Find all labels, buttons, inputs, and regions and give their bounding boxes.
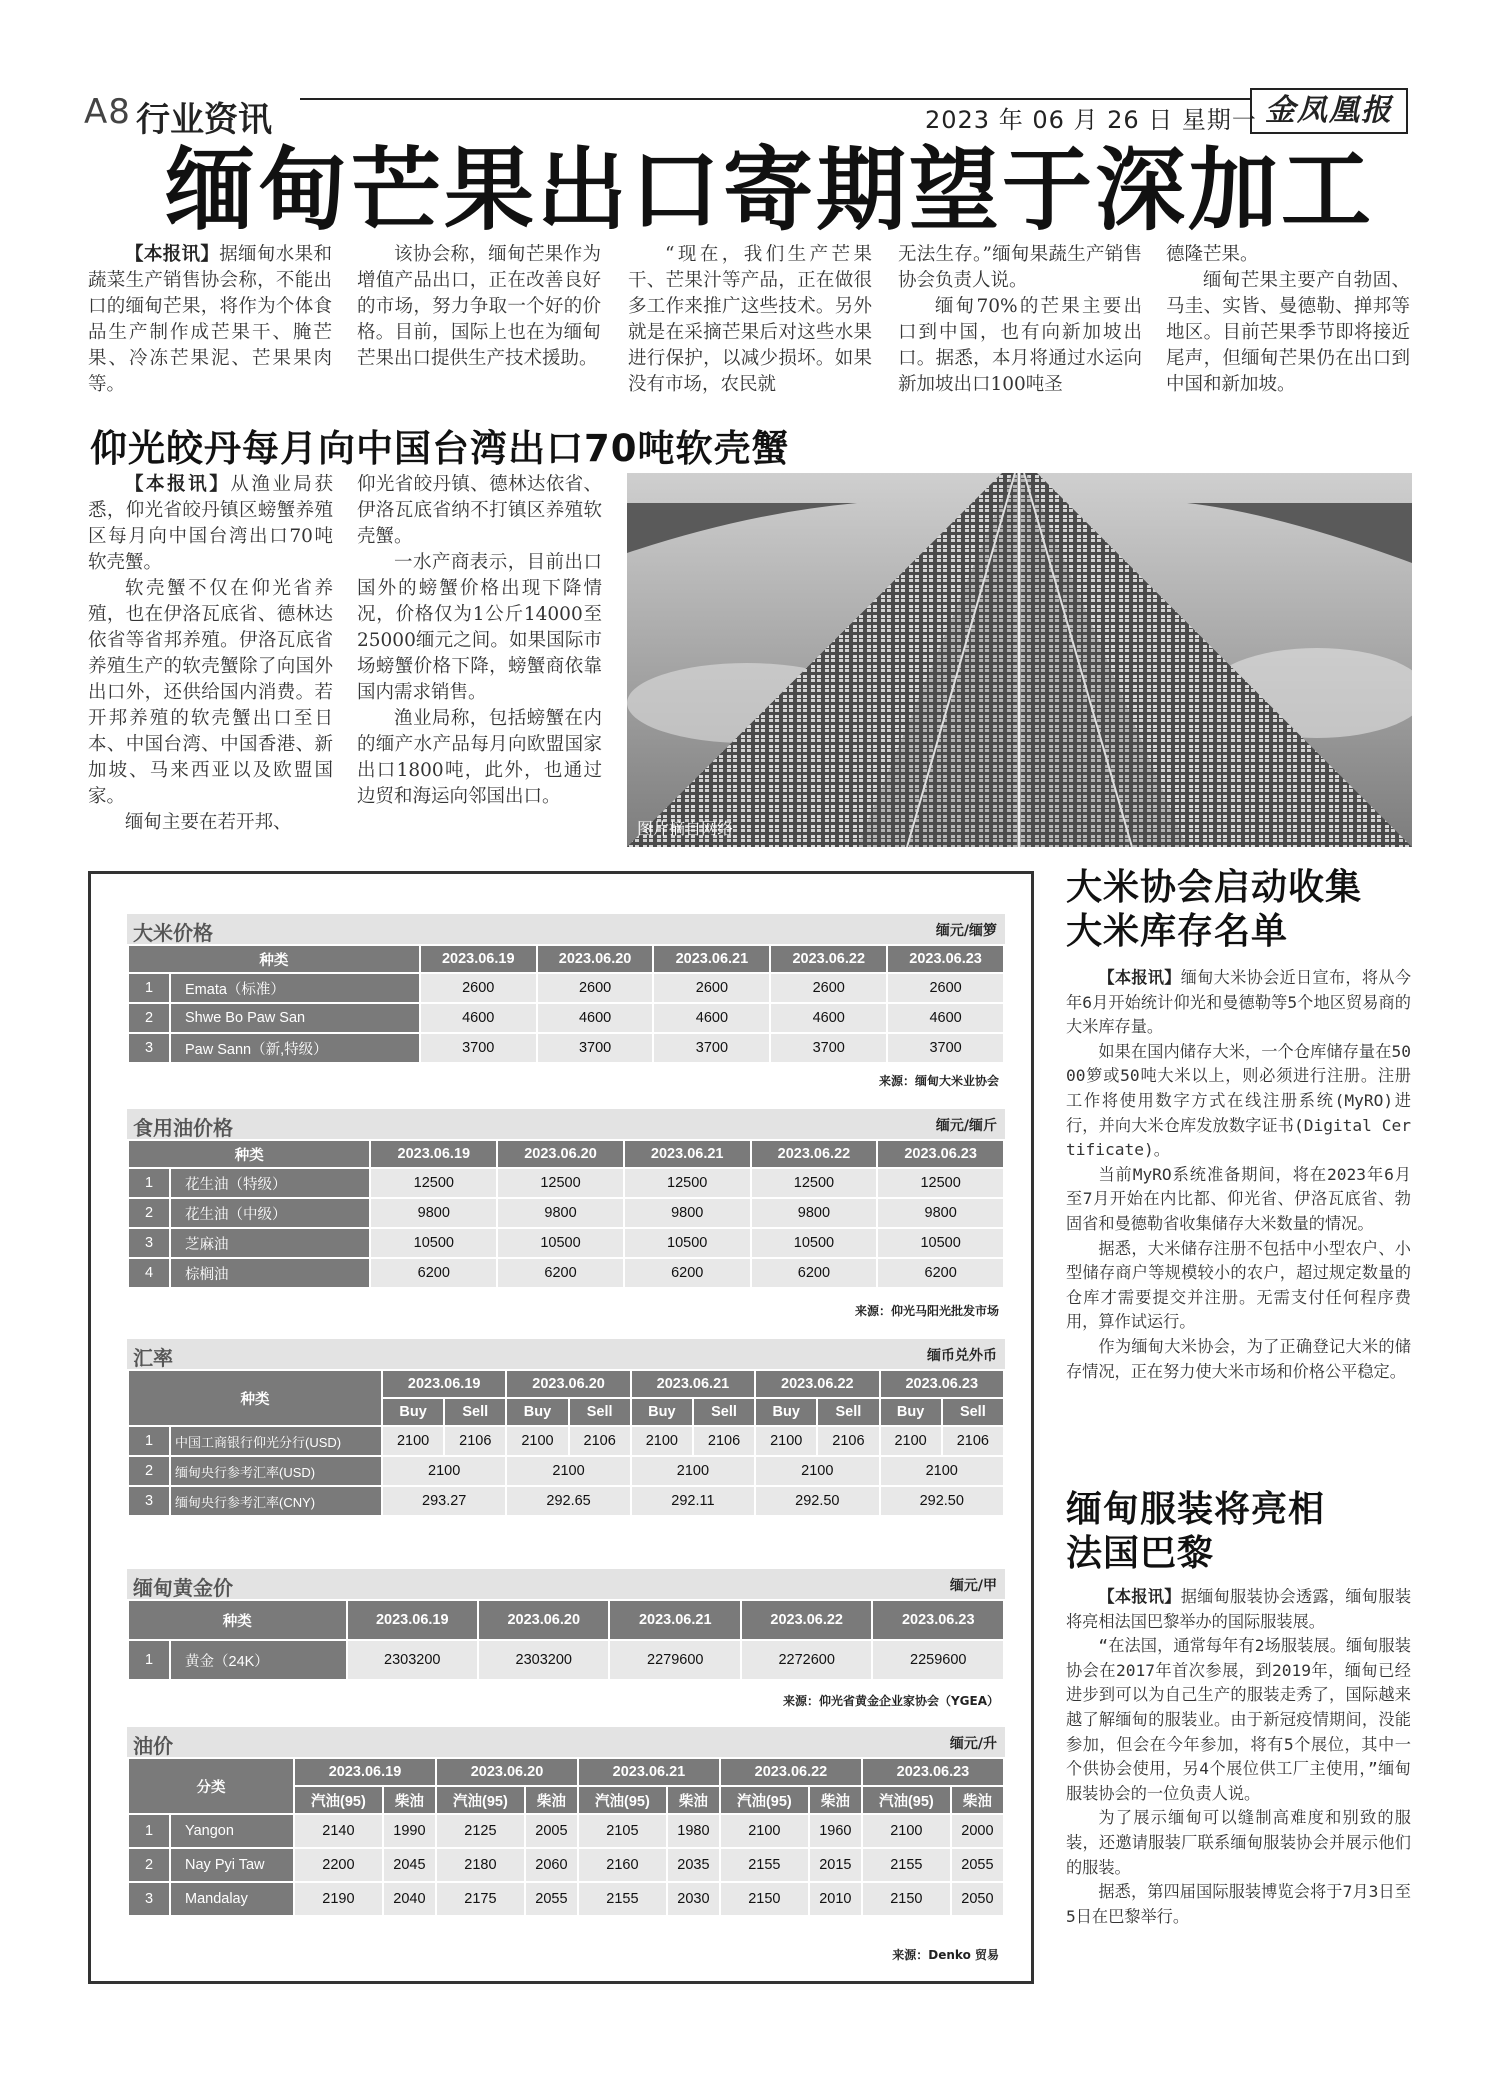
table-cell: 2600 (654, 974, 769, 1002)
table-cell: 2303200 (479, 1641, 608, 1679)
article4-body (1066, 1585, 1411, 1929)
market-price-panel (88, 871, 1034, 1984)
garment-headline (1066, 1488, 1325, 1576)
column-header: 2023.06.21 (579, 1759, 719, 1785)
rice-association-headline (1066, 866, 1362, 954)
article3-text-5: 作为缅甸大米协会，为了正确登记大米的储存情况，正在努力使大米市场和价格公平稳定。 (1066, 1336, 1411, 1381)
column-subheader: 汽油(95) (863, 1787, 950, 1813)
row-label: 花生油（中级） (171, 1199, 369, 1227)
row-label: 缅甸央行参考汇率(USD) (171, 1457, 381, 1485)
table-cell: 2600 (538, 974, 653, 1002)
column-subheader: 柴油 (810, 1787, 861, 1813)
news-tag: 【本报讯】 (125, 474, 231, 495)
table-row (129, 1487, 1003, 1515)
article1-text-3: “现在，我们生产芒果干、芒果汁等产品，正在做很多工作来推广这些技术。另外就是在采摘芒果后对这些水果进行保护，以减少损坏。如果没有市场，农民就 (628, 244, 872, 395)
oil-table-header (127, 1109, 1005, 1139)
column-header: 2023.06.20 (538, 946, 653, 972)
column-header: 2023.06.23 (881, 1371, 1004, 1397)
row-number: 3 (129, 1883, 169, 1915)
table-cell: 10500 (878, 1229, 1003, 1257)
column-subheader: Buy (507, 1399, 567, 1425)
table-cell: 6200 (625, 1259, 750, 1287)
table-cell: 2040 (384, 1883, 435, 1915)
column-header: 分类 (129, 1759, 293, 1813)
table-cell: 10500 (625, 1229, 750, 1257)
table-cell: 9800 (752, 1199, 877, 1227)
table-cell: 2000 (952, 1815, 1003, 1847)
column-header: 2023.06.19 (383, 1371, 505, 1397)
row-number: 1 (129, 1641, 169, 1679)
column-subheader: 汽油(95) (721, 1787, 808, 1813)
table-cell: 2055 (952, 1849, 1003, 1881)
row-number: 1 (129, 1427, 169, 1455)
article1-text-4b: 缅甸70%的芒果主要出口到中国，也有向新加坡出口。据悉，本月将通过水运向新加坡出口100吨圣 (898, 296, 1142, 395)
page-number: A8 (84, 92, 131, 132)
table-cell: 1990 (384, 1815, 435, 1847)
column-subheader: Sell (445, 1399, 505, 1425)
table-cell: 2272600 (742, 1641, 871, 1679)
table-cell: 2140 (295, 1815, 382, 1847)
column-header: 2023.06.20 (498, 1141, 623, 1167)
table-row (129, 1457, 1003, 1485)
gold-source: 来源：仰光省黄金企业家协会（YGEA） (782, 1694, 999, 1708)
news-tag: 【本报讯】 (1098, 968, 1181, 987)
article3-text-3: 当前MyRO系统准备期间，将在2023年6月至7月开始在内比都、仰光省、伊洛瓦底省、勃固省和曼德勒省收集储存大米数量的情况。 (1066, 1164, 1411, 1233)
table-row (129, 1641, 1003, 1679)
table-header-row (129, 1759, 1003, 1785)
table-cell: 2600 (888, 974, 1003, 1002)
table-cell: 2200 (295, 1849, 382, 1881)
article1-column-4 (898, 242, 1142, 398)
article2-text-4: 仰光省皎丹镇、德林达依省、伊洛瓦底省纳不打镇区养殖软壳蟹。 (357, 474, 602, 547)
table-row (129, 1199, 1003, 1227)
table-cell: 6200 (752, 1259, 877, 1287)
table-cell: 10500 (752, 1229, 877, 1257)
table-cell: 2150 (721, 1883, 808, 1915)
article4-text-4: 据悉，第四届国际服装博览会将于7月3日至5日在巴黎举行。 (1066, 1882, 1411, 1926)
table-cell: 1960 (810, 1815, 861, 1847)
column-header: 2023.06.20 (437, 1759, 577, 1785)
table-cell: 9800 (878, 1199, 1003, 1227)
table-row (129, 1259, 1003, 1287)
row-number: 1 (129, 1169, 169, 1197)
article2-text-3: 缅甸主要在若开邦、 (125, 812, 292, 833)
table-row (129, 1883, 1003, 1915)
table-cell: 2035 (668, 1849, 719, 1881)
column-subheader: 柴油 (526, 1787, 577, 1813)
column-header: 2023.06.22 (742, 1601, 871, 1639)
table-cell: 2060 (526, 1849, 577, 1881)
headline-line-2: 法国巴黎 (1066, 1533, 1215, 1574)
article1-column-5 (1166, 242, 1410, 398)
table-header-row (129, 1601, 1003, 1639)
table-cell: 2106 (694, 1427, 754, 1455)
column-header: 2023.06.19 (421, 946, 536, 972)
row-number: 1 (129, 974, 169, 1002)
table-cell: 292.50 (756, 1487, 878, 1515)
gold-price-table (127, 1599, 1005, 1681)
column-subheader: 汽油(95) (579, 1787, 666, 1813)
article1-text-5: 德隆芒果。 (1166, 244, 1259, 265)
column-subheader: Sell (570, 1399, 630, 1425)
row-label: 缅甸央行参考汇率(CNY) (171, 1487, 381, 1515)
table-header-row (129, 1141, 1003, 1167)
row-label: Yangon (171, 1815, 293, 1847)
column-header: 2023.06.22 (771, 946, 886, 972)
table-row (129, 974, 1003, 1002)
column-subheader: Buy (881, 1399, 941, 1425)
article2-column-2 (357, 472, 602, 810)
column-header: 2023.06.22 (752, 1141, 877, 1167)
column-subheader: 柴油 (384, 1787, 435, 1813)
column-header: 2023.06.23 (873, 1601, 1003, 1639)
table-row (129, 1427, 1003, 1455)
article2-column-1 (88, 472, 333, 836)
row-number: 3 (129, 1034, 169, 1062)
column-header: 2023.06.21 (632, 1371, 754, 1397)
table-cell: 2125 (437, 1815, 524, 1847)
table-cell: 10500 (371, 1229, 496, 1257)
column-subheader: Sell (818, 1399, 878, 1425)
article1-text-1: 据缅甸水果和蔬菜生产销售协会称，不能出口的缅甸芒果，将作为个体食品生产制作成芒果干、腌芒果、冷冻芒果泥、芒果果肉等。 (88, 244, 332, 395)
column-subheader: Buy (756, 1399, 816, 1425)
column-header: 2023.06.19 (295, 1759, 435, 1785)
table-cell: 4600 (421, 1004, 536, 1032)
column-header: 2023.06.23 (878, 1141, 1003, 1167)
column-header: 2023.06.23 (863, 1759, 1003, 1785)
table-cell: 3700 (421, 1034, 536, 1062)
oil-price-table (127, 1139, 1005, 1289)
table-cell: 9800 (371, 1199, 496, 1227)
column-subheader: Sell (943, 1399, 1003, 1425)
article3-body (1066, 966, 1411, 1384)
table-cell: 3700 (538, 1034, 653, 1062)
column-header: 2023.06.19 (348, 1601, 477, 1639)
row-label: Paw Sann（新,特级） (171, 1034, 419, 1062)
table-cell: 3700 (654, 1034, 769, 1062)
table-cell: 2155 (863, 1849, 950, 1881)
headline-line-1: 大米协会启动收集 (1066, 867, 1363, 908)
column-header: 2023.06.20 (479, 1601, 608, 1639)
table-cell: 2100 (507, 1427, 567, 1455)
section-name: 行业资讯 (136, 100, 272, 140)
table-cell: 4600 (538, 1004, 653, 1032)
table-cell: 2100 (632, 1457, 754, 1485)
row-number: 1 (129, 1815, 169, 1847)
column-subheader: 柴油 (952, 1787, 1003, 1813)
rice-table-unit: 缅元/缅箩 (935, 923, 997, 939)
row-label: 黄金（24K） (171, 1641, 346, 1679)
rice-price-table (127, 944, 1005, 1064)
article2-text-1: 从渔业局获悉，仰光省皎丹镇区螃蟹养殖区每月向中国台湾出口70吨软壳蟹。 (88, 474, 333, 573)
table-cell: 12500 (625, 1169, 750, 1197)
column-subheader: Sell (694, 1399, 754, 1425)
table-cell: 2259600 (873, 1641, 1003, 1679)
table-cell: 3700 (771, 1034, 886, 1062)
table-cell: 2055 (526, 1883, 577, 1915)
news-tag: 【本报讯】 (125, 244, 220, 265)
article1-text-2: 该协会称，缅甸芒果作为增值产品出口，正在改善良好的市场，努力争取一个好的价格。目前，国际上也在为缅甸芒果出口提供生产技术援助。 (357, 244, 601, 369)
crab-farm-image (627, 473, 1412, 847)
rice-table-header (127, 914, 1005, 944)
column-subheader: 汽油(95) (295, 1787, 382, 1813)
column-header: 2023.06.21 (610, 1601, 739, 1639)
photo-credit: 图片摘自网络 (637, 819, 734, 838)
fuel-table-header (127, 1727, 1005, 1757)
table-cell: 2100 (383, 1457, 505, 1485)
table-cell: 2010 (810, 1883, 861, 1915)
gold-table-unit: 缅元/甲 (949, 1578, 997, 1594)
row-label: 棕榈油 (171, 1259, 369, 1287)
table-cell: 2600 (771, 974, 886, 1002)
article3-text-4: 据悉，大米储存注册不包括中小型农户、小型储存商户等规模较小的农户，超过规定数量的仓库才需要提交并注册。无需支付任何程序费用，算作试运行。 (1066, 1238, 1411, 1332)
table-cell: 2155 (579, 1883, 666, 1915)
table-header-row (129, 1371, 1003, 1397)
column-header: 2023.06.23 (888, 946, 1003, 972)
fuel-price-table (127, 1757, 1005, 1917)
table-header-row (129, 946, 1003, 972)
article2-text-5: 一水产商表示，目前出口国外的螃蟹价格出现下降情况，价格仅为1公斤14000至25000缅元之间。如果国际市场螃蟹价格下降，螃蟹商依靠国内需求销售。 (357, 552, 602, 703)
table-cell: 6200 (498, 1259, 623, 1287)
table-row (129, 1169, 1003, 1197)
table-cell: 2100 (881, 1457, 1004, 1485)
table-cell: 2100 (632, 1427, 692, 1455)
column-header: 2023.06.22 (721, 1759, 861, 1785)
column-header: 2023.06.20 (507, 1371, 629, 1397)
table-cell: 2100 (881, 1427, 941, 1455)
row-number: 2 (129, 1004, 169, 1032)
issue-date: 2023 年 06 月 26 日 星期一 (925, 106, 1257, 134)
table-cell: 3700 (888, 1034, 1003, 1062)
table-cell: 292.11 (632, 1487, 754, 1515)
row-number: 3 (129, 1229, 169, 1257)
crab-farm-photo (627, 473, 1412, 847)
crab-headline: 仰光皎丹每月向中国台湾出口70吨软壳蟹 (90, 427, 790, 470)
rice-source: 来源：缅甸大米业协会 (878, 1074, 999, 1088)
rice-table-title: 大米价格 (133, 921, 213, 945)
table-cell: 2050 (952, 1883, 1003, 1915)
table-cell: 2303200 (348, 1641, 477, 1679)
table-cell: 1980 (668, 1815, 719, 1847)
oil-table-unit: 缅元/缅斤 (935, 1118, 997, 1134)
table-cell: 9800 (498, 1199, 623, 1227)
table-cell: 2015 (810, 1849, 861, 1881)
row-label: Mandalay (171, 1883, 293, 1915)
table-cell: 292.65 (507, 1487, 629, 1515)
row-label: 中国工商银行仰光分行(USD) (171, 1427, 381, 1455)
table-cell: 2030 (668, 1883, 719, 1915)
column-header: 2023.06.21 (654, 946, 769, 972)
table-cell: 2100 (756, 1427, 816, 1455)
table-cell: 2100 (383, 1427, 443, 1455)
table-cell: 2100 (756, 1457, 878, 1485)
oil-table-title: 食用油价格 (133, 1116, 233, 1140)
row-number: 2 (129, 1457, 169, 1485)
article1-column-3 (628, 242, 872, 398)
article1-column-1 (88, 242, 332, 398)
gold-table-header (127, 1569, 1005, 1599)
article1-text-5b: 缅甸芒果主要产自勃固、马圭、实皆、曼德勒、掸邦等地区。目前芒果季节即将接近尾声，但缅甸芒果仍在出口到中国和新加坡。 (1166, 270, 1410, 395)
news-tag: 【本报讯】 (1098, 1587, 1181, 1606)
column-header: 种类 (129, 1371, 381, 1425)
table-cell: 2100 (507, 1457, 629, 1485)
fx-table-title: 汇率 (133, 1346, 173, 1370)
row-number: 3 (129, 1487, 169, 1515)
table-cell: 12500 (498, 1169, 623, 1197)
table-cell: 12500 (878, 1169, 1003, 1197)
table-row (129, 1815, 1003, 1847)
fx-table-unit: 缅币兑外币 (927, 1348, 997, 1364)
row-label: Shwe Bo Paw San (171, 1004, 419, 1032)
column-subheader: 柴油 (668, 1787, 719, 1813)
row-number: 2 (129, 1849, 169, 1881)
column-subheader: 汽油(95) (437, 1787, 524, 1813)
table-cell: 4600 (654, 1004, 769, 1032)
fuel-table-title: 油价 (133, 1734, 173, 1758)
column-header: 种类 (129, 1601, 346, 1639)
table-cell: 2100 (721, 1815, 808, 1847)
row-label: 花生油（特级） (171, 1169, 369, 1197)
newspaper-logo: 金凤凰报 (1250, 88, 1408, 134)
headline-line-1: 缅甸服装将亮相 (1066, 1489, 1326, 1530)
table-cell: 6200 (371, 1259, 496, 1287)
table-cell: 2175 (437, 1883, 524, 1915)
table-cell: 2150 (863, 1883, 950, 1915)
table-cell: 292.50 (881, 1487, 1004, 1515)
table-cell: 2106 (445, 1427, 505, 1455)
row-label: 芝麻油 (171, 1229, 369, 1257)
table-cell: 2106 (818, 1427, 878, 1455)
table-cell: 2100 (863, 1815, 950, 1847)
table-cell: 293.27 (383, 1487, 505, 1515)
fx-table-header (127, 1339, 1005, 1369)
article3-text-1: 缅甸大米协会近日宣布，将从今年6月开始统计仰光和曼德勒等5个地区贸易商的大米库存量。 (1066, 968, 1412, 1037)
column-header: 2023.06.22 (756, 1371, 878, 1397)
article4-text-1: 据缅甸服装协会透露，缅甸服装将亮相法国巴黎举办的国际服装展。 (1066, 1587, 1412, 1631)
headline-line-2: 大米库存名单 (1066, 911, 1289, 952)
gold-table-title: 缅甸黄金价 (133, 1576, 233, 1600)
article1-column-2 (357, 242, 601, 372)
row-number: 4 (129, 1259, 169, 1287)
table-cell: 12500 (752, 1169, 877, 1197)
article3-text-2: 如果在国内储存大米，一个仓库储存量在5000箩或50吨大米以上，则必须进行注册。注册工作将使用数字方式在线注册系统(MyRO)进行，并向大米仓库发放数字证书(Digital Certificate)。 (1066, 1041, 1411, 1160)
table-cell: 2105 (579, 1815, 666, 1847)
table-cell: 2106 (570, 1427, 630, 1455)
article4-text-2: “在法国，通常每年有2场服装展。缅甸服装协会在2017年首次参展，到2019年，缅甸已经进步到可以为自己生产的服装走秀了，国际越来越了解缅甸的服装业。由于新冠疫情期间，没能参加，但会在今年参加，将有5个展位，其中一个供协会使用，另4个展位供工厂主使用，”缅甸服装协会的一位负责人说。 (1066, 1636, 1411, 1803)
table-row (129, 1849, 1003, 1881)
table-cell: 2045 (384, 1849, 435, 1881)
article2-text-6: 渔业局称，包括螃蟹在内的缅产水产品每月向欧盟国家出口1800吨，此外，也通过边贸和海运向邻国出口。 (357, 708, 602, 807)
fuel-table-unit: 缅元/升 (949, 1736, 997, 1752)
column-subheader: Buy (383, 1399, 443, 1425)
fuel-source: 来源：Denko 贸易 (892, 1948, 999, 1962)
table-cell: 2180 (437, 1849, 524, 1881)
row-number: 2 (129, 1199, 169, 1227)
table-cell: 2106 (943, 1427, 1003, 1455)
article4-text-3: 为了展示缅甸可以缝制高难度和别致的服装，还邀请服装厂联系缅甸服装协会并展示他们的服装。 (1066, 1808, 1411, 1877)
row-label: Nay Pyi Taw (171, 1849, 293, 1881)
table-cell: 9800 (625, 1199, 750, 1227)
main-headline: 缅甸芒果出口寄期望于深加工 (165, 138, 1374, 243)
column-header: 2023.06.19 (371, 1141, 496, 1167)
column-header: 2023.06.21 (625, 1141, 750, 1167)
table-cell: 6200 (878, 1259, 1003, 1287)
table-cell: 4600 (888, 1004, 1003, 1032)
table-cell: 10500 (498, 1229, 623, 1257)
table-cell: 2600 (421, 974, 536, 1002)
table-row (129, 1229, 1003, 1257)
column-header: 种类 (129, 1141, 369, 1167)
article1-text-4: 无法生存。”缅甸果蔬生产销售协会负责人说。 (898, 244, 1142, 291)
table-cell: 4600 (771, 1004, 886, 1032)
table-cell: 2279600 (610, 1641, 739, 1679)
oil-source: 来源：仰光马阳光批发市场 (854, 1304, 999, 1318)
table-cell: 2005 (526, 1815, 577, 1847)
article2-text-2: 软壳蟹不仅在仰光省养殖，也在伊洛瓦底省、德林达依省等省邦养殖。伊洛瓦底省养殖生产的软壳蟹除了向国外出口外，还供给国内消费。若开邦养殖的软壳蟹出口至日本、中国台湾、中国香港、新加坡、马来西亚以及欧盟国家。 (88, 578, 333, 807)
row-label: Emata（标准） (171, 974, 419, 1002)
table-cell: 2190 (295, 1883, 382, 1915)
table-row (129, 1004, 1003, 1032)
column-header: 种类 (129, 946, 419, 972)
table-cell: 12500 (371, 1169, 496, 1197)
table-cell: 2155 (721, 1849, 808, 1881)
table-cell: 2160 (579, 1849, 666, 1881)
table-row (129, 1034, 1003, 1062)
fx-rate-table (127, 1369, 1005, 1517)
column-subheader: Buy (632, 1399, 692, 1425)
